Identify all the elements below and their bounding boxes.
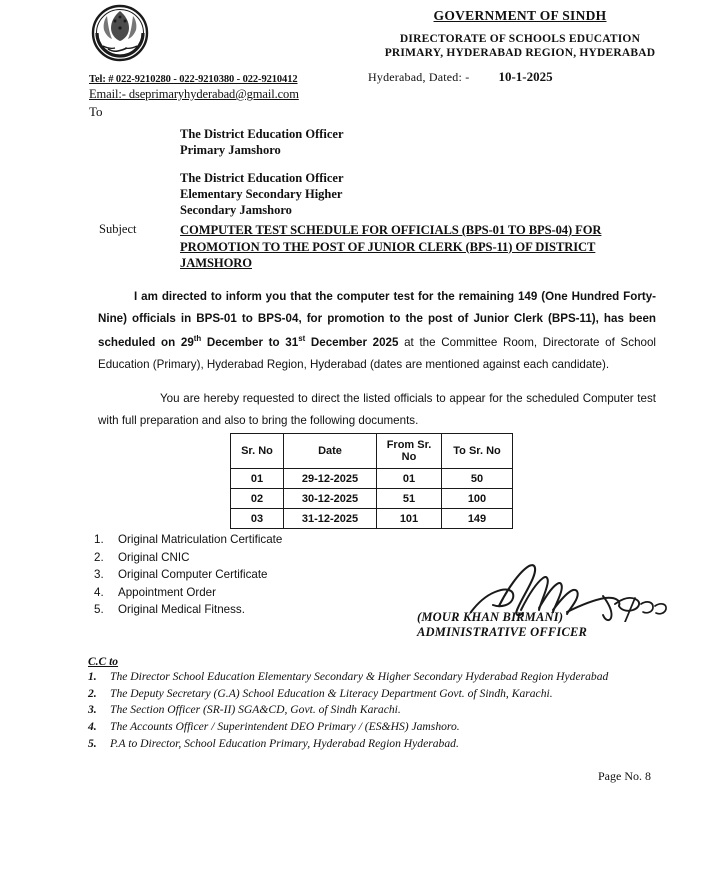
column-header-date: Date xyxy=(284,434,377,469)
cc-item-number: 4. xyxy=(88,720,97,734)
list-item-label: Original Medical Fitness. xyxy=(118,603,245,617)
cell-to-sr: 149 xyxy=(442,509,513,529)
body-p1-segment-a: I am directed to inform you that the computer test for the remaining 149 (One Hundred Forty-Nine) officials in BPS-01 to BPS-04, for promotion to the post of Junior Clerk (BPS-11), has been scheduled on xyxy=(98,290,656,349)
table-row xyxy=(231,469,513,489)
body-paragraph-2: You are hereby requested to direct the listed officials to appear for the scheduled Computer test with full preparation and also to bring the following documents. xyxy=(98,391,656,428)
cc-heading: C.C to xyxy=(88,656,119,668)
table-row xyxy=(231,489,513,509)
government-title: GOVERNMENT OF SINDH xyxy=(433,8,607,23)
cc-list-item xyxy=(88,669,608,686)
cc-item-label: The Director School Education Elementary Secondary & Higher Secondary Hyderabad Region Hyderabad xyxy=(110,670,609,683)
body-p1-day-2: 31 xyxy=(285,335,299,349)
addressee-1 xyxy=(180,126,344,158)
date-line xyxy=(330,69,710,85)
contact-block xyxy=(89,74,299,120)
body-paragraph-1 xyxy=(98,286,656,376)
cell-sr-no: 01 xyxy=(231,469,284,489)
list-item xyxy=(94,601,282,619)
list-item-number: 4. xyxy=(94,585,104,599)
body-p1-segment-b: December to xyxy=(201,335,286,349)
table-header-row xyxy=(231,434,513,469)
cc-item-number: 1. xyxy=(88,670,97,683)
email-line: Email:- dseprimaryhyderabad@gmail.com xyxy=(89,87,299,101)
cell-date: 30-12-2025 xyxy=(284,489,377,509)
list-item xyxy=(94,584,282,602)
cc-item-label: The Deputy Secretary (G.A) School Education & Literacy Department Govt. of Sindh, Karachi. xyxy=(110,686,553,700)
cell-to-sr: 100 xyxy=(442,489,513,509)
telephone-line: Tel: # 022-9210280 - 022-9210380 - 022-9210412 xyxy=(89,74,298,85)
list-item-label: Appointment Order xyxy=(118,585,216,599)
cell-from-sr: 51 xyxy=(377,489,442,509)
government-of-sindh-emblem xyxy=(85,4,155,66)
scan-artifact-top xyxy=(345,0,665,7)
list-item-number: 2. xyxy=(94,550,104,564)
cc-list-item xyxy=(88,719,608,736)
letterhead xyxy=(330,8,710,85)
list-item-number: 5. xyxy=(94,603,104,617)
cell-from-sr: 101 xyxy=(377,509,442,529)
to-label: To xyxy=(89,104,103,119)
list-item xyxy=(94,549,282,567)
cell-sr-no: 02 xyxy=(231,489,284,509)
list-item-label: Original CNIC xyxy=(118,550,190,564)
schedule-table xyxy=(230,433,513,529)
cell-date: 31-12-2025 xyxy=(284,509,377,529)
cell-sr-no: 03 xyxy=(231,509,284,529)
cc-item-number: 2. xyxy=(88,686,97,700)
addressee-2-line-2: Elementary Secondary Higher xyxy=(180,187,343,201)
cc-item-label: The Accounts Officer / Superintendent DEO Primary / (ES&HS) Jamshoro. xyxy=(110,720,460,734)
signatory-name: (MOUR KHAN BIRMANI) xyxy=(417,610,564,624)
body-p1-segment-c: December 2025 xyxy=(305,335,399,349)
directorate-line-1: DIRECTORATE OF SCHOOLS EDUCATION xyxy=(399,33,641,45)
subject-label: Subject xyxy=(99,222,137,236)
list-item-number: 1. xyxy=(94,533,104,546)
body-p1-day-1: 29 xyxy=(180,335,194,349)
cc-list-item xyxy=(88,702,608,719)
addressee-2-line-3: Secondary Jamshoro xyxy=(180,203,292,217)
addressee-2 xyxy=(180,170,344,218)
list-item xyxy=(94,566,282,584)
column-header-from-sr: From Sr. No xyxy=(377,434,442,469)
page-number: Page No. 8 xyxy=(598,769,651,783)
cc-item-number: 3. xyxy=(88,703,97,717)
cell-date: 29-12-2025 xyxy=(284,469,377,489)
cc-item-label: P.A to Director, School Education Primary, Hyderabad Region Hyderabad. xyxy=(110,736,459,750)
required-documents-list xyxy=(94,531,282,619)
date-label: Hyderabad, Dated: - xyxy=(368,70,470,85)
addressee-block xyxy=(180,126,344,218)
cell-from-sr: 01 xyxy=(377,469,442,489)
list-item-label: Original Computer Certificate xyxy=(118,568,268,582)
signatory-title: ADMINISTRATIVE OFFICER xyxy=(417,625,588,639)
list-item xyxy=(94,531,282,549)
date-value: 10-1-2025 xyxy=(498,69,553,85)
cc-item-number: 5. xyxy=(88,736,97,750)
addressee-1-line-2: Primary Jamshoro xyxy=(180,143,281,157)
directorate-line-2: PRIMARY, HYDERABAD REGION, HYDERABAD xyxy=(384,47,656,60)
cc-distribution-block xyxy=(88,656,608,752)
column-header-to-sr: To Sr. No xyxy=(442,434,513,469)
letter-body xyxy=(98,286,656,442)
addressee-2-line-1: The District Education Officer xyxy=(180,171,344,185)
body-p1-ordinal-1: th xyxy=(193,333,202,343)
list-item-number: 3. xyxy=(94,568,104,582)
cell-to-sr: 50 xyxy=(442,469,513,489)
subject-text: COMPUTER TEST SCHEDULE FOR OFFICIALS (BPS-01 TO BPS-04) FOR PROMOTION TO THE POST OF JUNIOR CLERK (BPS-11) OF DISTRICT JAMSHORO xyxy=(180,223,602,271)
addressee-1-line-1: The District Education Officer xyxy=(180,127,344,141)
list-item-label: Original Matriculation Certificate xyxy=(118,533,283,546)
cc-list-item xyxy=(88,736,608,753)
cc-list-item xyxy=(88,686,608,703)
body-p1-segment-d: at the Committee Room, Directorate of School Education (Primary), Hyderabad Region, Hyderabad (dates are mentioned against each candidate). xyxy=(98,335,656,371)
cc-item-label: The Section Officer (SR-II) SGA&CD, Govt. of Sindh Karachi. xyxy=(110,703,401,717)
body-p1-ordinal-2: st xyxy=(298,333,306,343)
column-header-sr-no: Sr. No xyxy=(231,434,284,469)
table-row xyxy=(231,509,513,529)
